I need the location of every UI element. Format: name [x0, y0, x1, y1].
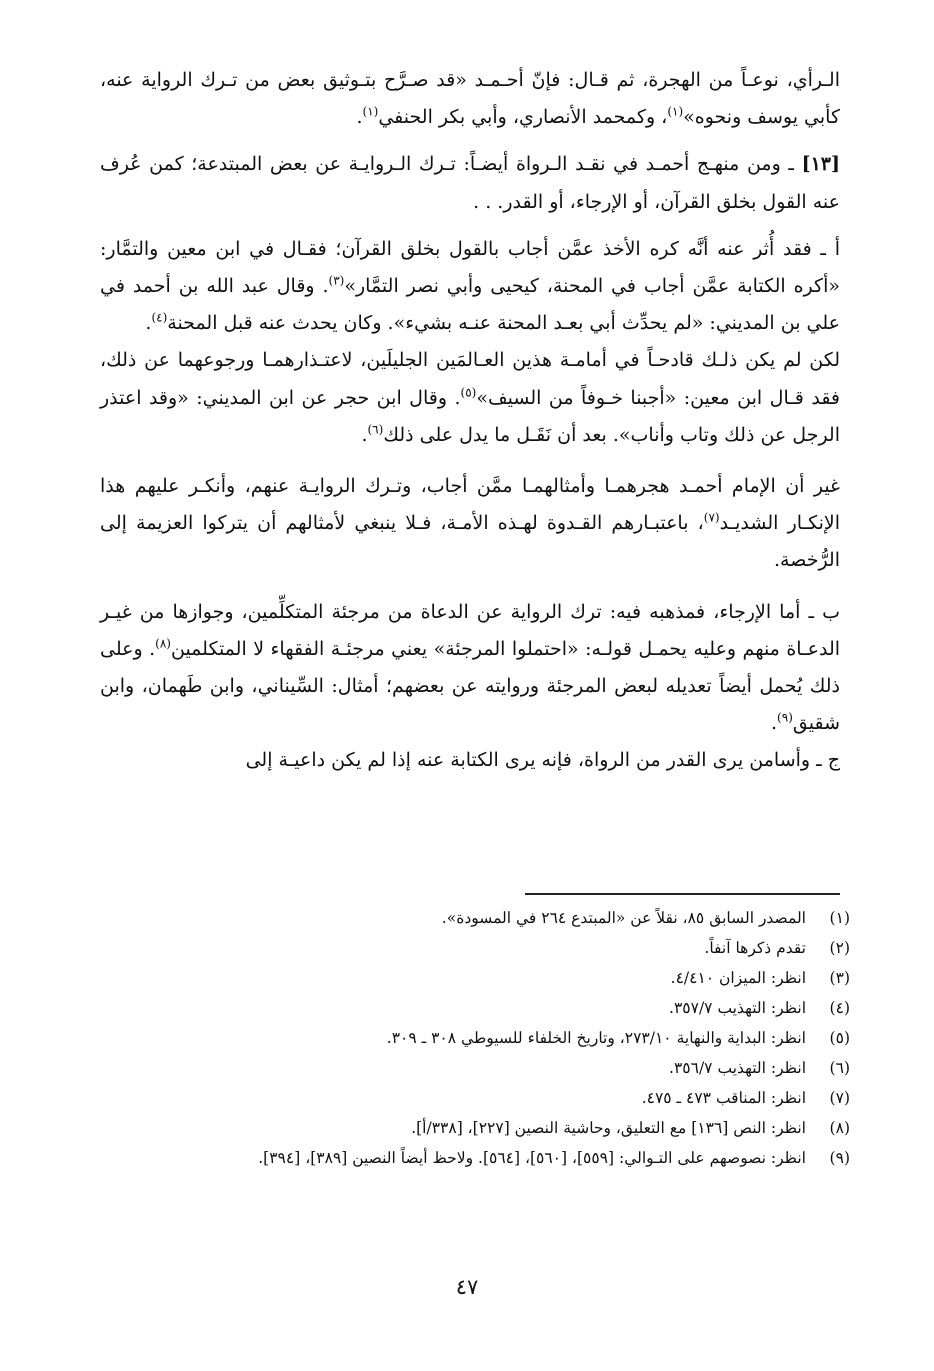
footnote-number: (٦)	[829, 1059, 850, 1077]
paragraph-text: .	[145, 312, 152, 335]
footnote-text: انظر: التهذيب ٣٥٦/٧.	[669, 1059, 806, 1077]
footnote-ref: (٩)	[777, 710, 793, 725]
main-text	[100, 62, 840, 780]
footnote-2	[100, 933, 850, 963]
footnote-number: (٣)	[829, 969, 850, 987]
paragraph-4	[100, 342, 840, 454]
footnote-text: انظر: المناقب ٤٧٣ ـ ٤٧٥.	[641, 1089, 806, 1107]
paragraph-text: غير أن الإمام أحمـد هجرهمـا وأمثالهمـا ممَّن أجاب، وتـرك الروايـة عنهم، وأنكـر عليهم هذا الإنكـار الشديـد	[100, 475, 840, 535]
paragraph-text: ج ـ وأسامن يرى القدر من الرواة، فإنه يرى الكتابة عنه إذا لم يكن داعيـة إلى	[245, 749, 840, 772]
footnote-text: انظر: النص [١٣٦] مع التعليق، وحاشية النصين [٢٢٧]، [٣٣٨/أ].	[411, 1119, 806, 1137]
paragraph-text: ب ـ أما الإرجاء، فمذهبه فيه: ترك الرواية عن الدعاة من مرجئة المتكلِّمين، وجوازها من غيـر الدعـاة منهم وعليه يحمـل قولـه: «احتملوا المرجئة» يعني مرجئـة الفقهاء لا المتكلمين	[100, 600, 841, 660]
footnote-4	[100, 993, 850, 1023]
footnote-1	[100, 903, 850, 933]
footnote-ref: (٣)	[328, 273, 345, 288]
paragraph-text: . وعلى ذلك يُحمل أيضاً تعديله لبعض المرجئة وروايته عن بعضهم؛ أمثال: السِّيناني، وابن طَهمان، وابن شقيق	[100, 637, 840, 735]
paragraph-text: لكن لم يكن ذلـك قادحـاً في أمامـة هذين العـالمَين الجليلَين، لاعتـذارهمـا ورجوعهما عن ذلك، فقد قـال ابن معين: «أجبنا خـوفاً من السيف»	[100, 349, 841, 409]
section-number: [١٣]	[801, 153, 840, 176]
footnote-ref: (٦)	[367, 422, 384, 437]
footnote-text: المصدر السابق ٨٥، نقلاً عن «المبتدع ٢٦٤ في المسودة».	[441, 909, 806, 927]
footnote-ref: (٨)	[155, 636, 171, 651]
footnotes	[100, 903, 850, 1173]
paragraph-text: .	[361, 423, 368, 446]
footnote-text: انظر: البداية والنهاية ٢٧٣/١٠، وتاريخ الخلفاء للسيوطي ٣٠٨ ـ ٣٠٩.	[386, 1029, 806, 1047]
footnote-text: تقدم ذكرها آنفاً.	[704, 939, 806, 957]
footnote-number: (٨)	[829, 1119, 850, 1137]
footnote-number: (٢)	[829, 939, 850, 957]
paragraph-text: ، باعتبـارهم القـدوة لهـذه الأمـة، فـلا ينبغي لأمثالهم أن يتركوا العزيمة إلى الرُّخصة.	[100, 512, 840, 572]
footnote-6	[100, 1053, 850, 1083]
footnote-ref: (٤)	[151, 310, 168, 325]
paragraph-7	[100, 742, 840, 779]
footnote-number: (٤)	[829, 999, 850, 1017]
paragraph-text: . وقال ابن حجر عن ابن المديني: «وقد اعتذر الرجل عن ذلك وتاب وأناب». بعد أن نَقَـل ما يدل على ذلك	[100, 386, 840, 446]
paragraph-text: الـرأي، نوعـاً من الهجرة، ثم قـال: فإنّ أحـمـد «قد صـرَّح بتـوثيق بعض من تـرك الرواية عنه، كأبي يوسف ونحوه»	[100, 69, 840, 129]
footnote-text: انظر: الميزان ٤/٤١٠.	[670, 969, 806, 987]
paragraph-text: .	[771, 712, 778, 735]
paragraph-text: ـ ومن منهـج أحمـد في نقـد الـرواة أيضـاً: تـرك الـروايـة عن بعض المبتدعة؛ كمن عُرف عنه القول بخلق القرآن، أو الإرجاء، أو القدر. . .	[100, 153, 840, 213]
paragraph-text: ، وكمحمد الأنصاري، وأبي بكر الحنفي	[378, 106, 668, 129]
paragraph-text: . وقال عبد الله بن أحمد في علي بن المديني: «لم يحدِّث أبي بعـد المحنة عنـه بشيء». وكان يحدث عنه قبل المحنة	[100, 275, 840, 335]
paragraph-text: .	[356, 106, 363, 129]
footnote-7	[100, 1083, 850, 1113]
page-number: ٤٧	[455, 1275, 479, 1299]
footnote-ref: (١)	[667, 104, 684, 119]
footnote-text: انظر: التهذيب ٣٥٧/٧.	[669, 999, 806, 1017]
paragraph-2	[100, 146, 840, 220]
footnote-ref: (٥)	[460, 385, 477, 400]
footnote-8	[100, 1113, 850, 1143]
footnote-text: انظر: نصوصهم على التـوالي: [٥٥٩]، [٥٦٠]، [٥٦٤]. ولاحظ أيضاً النصين [٣٨٩]، [٣٩٤].	[258, 1149, 806, 1167]
footnote-3	[100, 963, 850, 993]
footnote-5	[100, 1023, 850, 1053]
footnote-ref: (١)	[362, 104, 379, 119]
footnote-9	[100, 1143, 850, 1173]
footnote-number: (١)	[829, 909, 850, 927]
footnote-ref: (٧)	[703, 510, 720, 525]
paragraph-1	[100, 62, 840, 136]
paragraph-6	[100, 594, 840, 743]
footnote-number: (٧)	[829, 1089, 850, 1107]
footnote-number: (٥)	[829, 1029, 850, 1047]
paragraph-3	[100, 231, 840, 343]
paragraph-text: أ ـ فقد أُثر عنه أنَّه كره الأخذ عمَّن أجاب بالقول بخلق القرآن؛ فقـال في ابن معين والتمَّار: «أكره الكتابة عمَّن أجاب في المحنة، كيحيى وأبي نصر التمَّار»	[100, 237, 840, 298]
footnote-separator	[525, 893, 840, 895]
paragraph-5	[100, 468, 840, 580]
footnote-number: (٩)	[829, 1149, 850, 1167]
